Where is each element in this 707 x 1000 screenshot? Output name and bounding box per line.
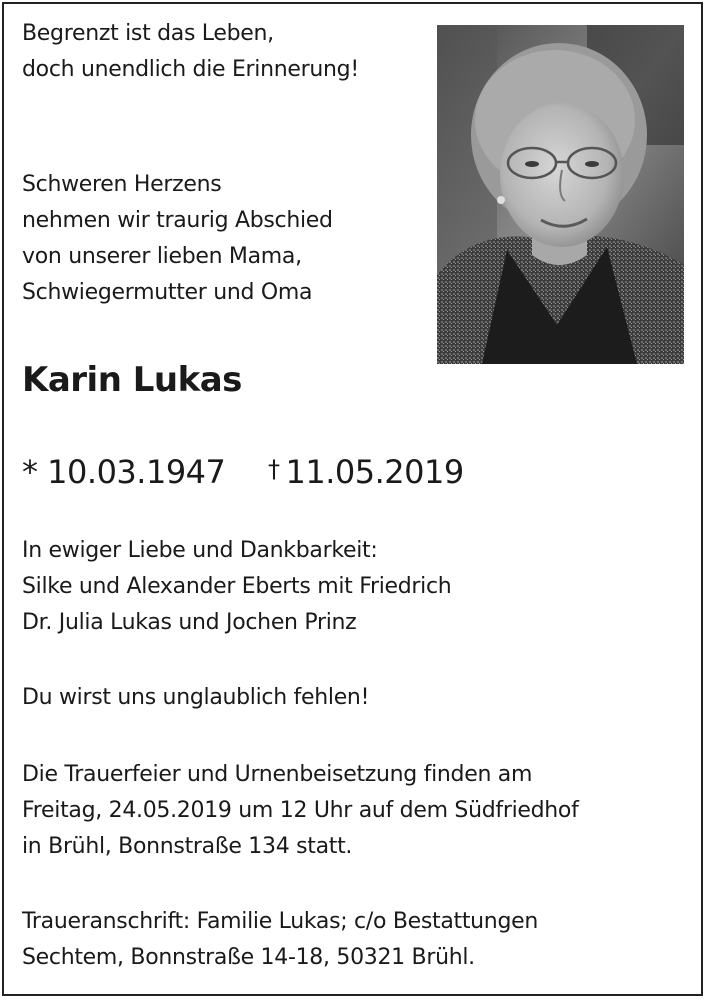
ceremony-line: Die Trauerfeier und Urnenbeisetzung finden am xyxy=(22,762,533,787)
intro-line: von unserer lieben Mama, xyxy=(22,244,302,269)
farewell-line: Du wirst uns unglaublich fehlen! xyxy=(22,685,370,710)
family-signature xyxy=(22,533,451,641)
motto-line: doch unendlich die Erinnerung! xyxy=(22,57,359,82)
intro-line: Schwiegermutter und Oma xyxy=(22,280,313,305)
portrait-illustration xyxy=(437,25,684,364)
mourning-address xyxy=(22,904,538,976)
death-date: 11.05.2019 xyxy=(285,453,464,491)
ceremony-info xyxy=(22,757,579,865)
address-line: Sechtem, Bonnstraße 14-18, 50321 Brühl. xyxy=(22,945,475,970)
ceremony-line: in Brühl, Bonnstraße 134 statt. xyxy=(22,834,353,859)
family-line: Dr. Julia Lukas und Jochen Prinz xyxy=(22,610,357,635)
family-line: In ewiger Liebe und Dankbarkeit: xyxy=(22,538,378,563)
intro-line: Schweren Herzens xyxy=(22,172,222,197)
intro-text xyxy=(22,167,333,311)
life-dates xyxy=(22,448,464,493)
intro-line: nehmen wir traurig Abschied xyxy=(22,208,333,233)
portrait-photo xyxy=(437,25,684,364)
family-line: Silke und Alexander Eberts mit Friedrich xyxy=(22,574,452,599)
deceased-name: Karin Lukas xyxy=(22,360,242,400)
motto-line: Begrenzt ist das Leben, xyxy=(22,21,274,46)
motto-verse xyxy=(22,16,359,88)
address-line: Traueranschrift: Familie Lukas; c/o Bestattungen xyxy=(22,909,538,934)
birth-date: * 10.03.1947 xyxy=(22,453,226,491)
cross-icon: † xyxy=(268,455,280,483)
ceremony-line: Freitag, 24.05.2019 um 12 Uhr auf dem Südfriedhof xyxy=(22,798,579,823)
